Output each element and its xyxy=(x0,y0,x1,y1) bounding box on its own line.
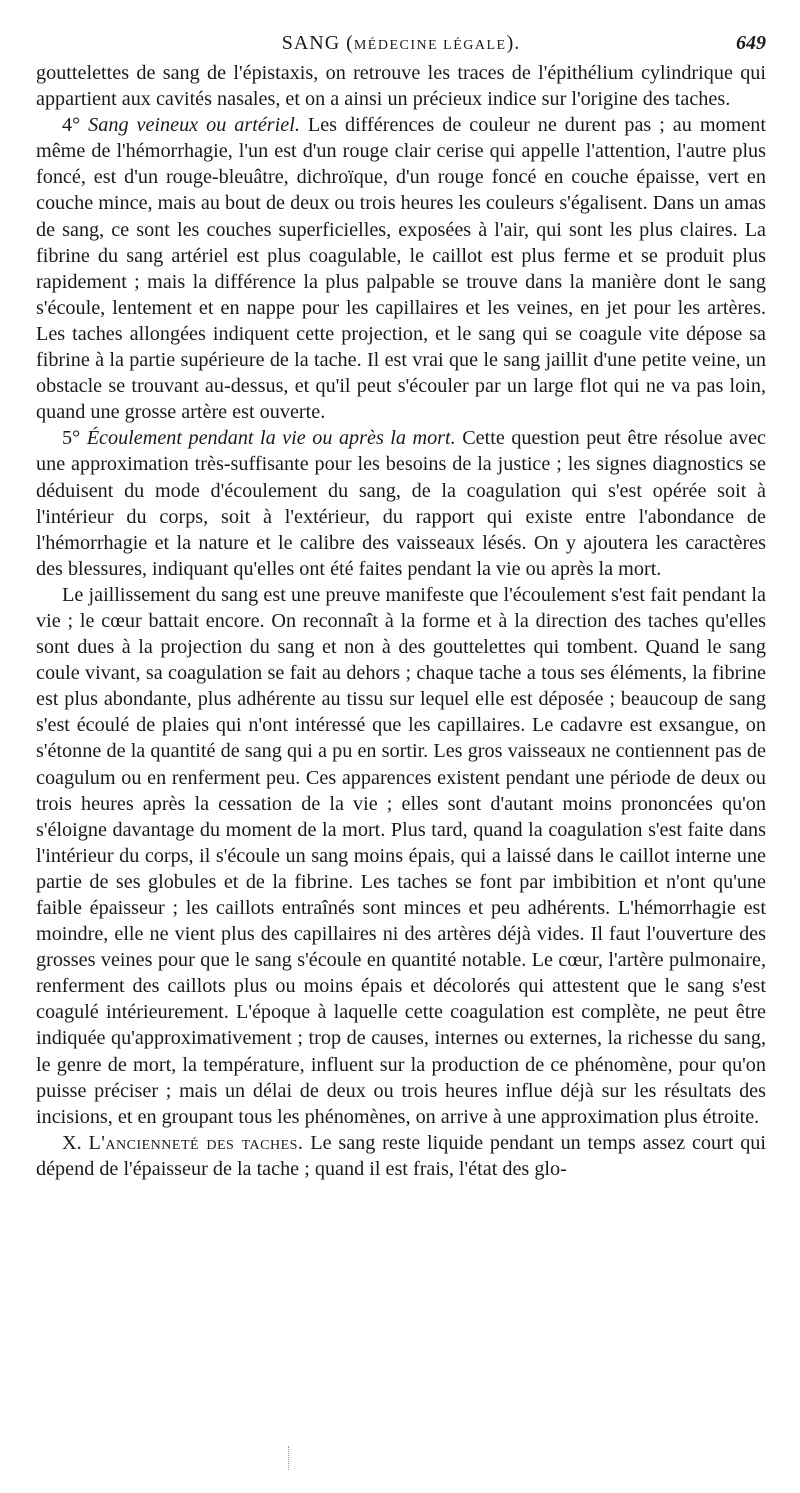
section-number: X. xyxy=(62,1131,82,1154)
page-header xyxy=(36,30,766,56)
paragraph-text: gouttelettes de sang de l'épistaxis, on retrouve les traces de l'épithélium cylindrique qui appartient aux cavités nasales, et on a ainsi un précieux indice sur l'origine des taches. xyxy=(36,62,766,111)
paragraph-flow-life-death xyxy=(36,425,766,582)
paragraph-text: Le jaillissement du sang est une preuve manifeste que l'écoulement s'est fait pendant la vie ; le cœur battait encore. On reconnaît à la forme et à la direction des taches qu'elles sont dues à la projection du sang et non à des gouttelettes qui tombent. Quand le sang coule vivant, sa coagulation se fait au dehors ; chaque tache a tous ses éléments, la fibrine est plus abondante, plus adhérente au tissu sur lequel elle est déposée ; beaucoup de sang s'est écoulé de plaies qui n'ont intéressé que les capillaires. Le cadavre est exsangue, on s'étonne de la quantité de sang qui a pu en sortir. Les gros vaisseaux ne contiennent pas de coagulum ou en renferment peu. Ces apparences existent pendant une période de deux ou trois heures après la cessation de la vie ; elles sont d'autant moins prononcées qu'on s'éloigne davantage du moment de la mort. Plus tard, quand la coagulation s'est faite dans l'intérieur du corps, il s'écoule un sang moins épais, qui a laissé dans le caillot interne une partie de ses globules et de la fibrine. Les taches se font par imbibition et n'ont qu'une faible épaisseur ; les caillots entraînés sont minces et peu adhérents. L'hémorrhagie est moindre, elle ne vient plus des capillaires ni des artères déjà vides. Il faut l'ouverture des grosses veines pour que le sang s'écoule en quantité notable. Le cœur, l'artère pulmonaire, renferment des caillots plus ou moins épais et décolorés qui attestent que le sang s'est coagulé intérieurement. L'époque à laquelle cette coagulation est complète, ne peut être indiquée qu'approximativement ; trop de causes, internes ou externes, la richesse du sang, le genre de mort, la température, influent sur la production de ce phénomène, pour qu'on puisse préciser ; mais un délai de deux ou trois heures influe déjà sur les résultats des incisions, et en groupant tous les phénomènes, on arrive à une approximation plus étroite. xyxy=(36,583,766,1128)
running-title-subtitle: MÉDECINE LÉGALE xyxy=(353,38,507,53)
running-title-paren-open: ( xyxy=(340,32,354,54)
paragraph-stain-age xyxy=(36,1130,766,1182)
paragraph-venous-arterial xyxy=(36,112,766,425)
section-number: 5° xyxy=(62,427,81,450)
running-title xyxy=(36,30,766,59)
running-title-paren-close: ). xyxy=(506,32,521,54)
paragraph-text: Les différences de couleur ne durent pas ; au moment même de l'hémorrhagie, l'un est d'un rouge clair cerise qui appelle l'attention, l'autre plus foncé, est d'un rouge-bleuâtre, dichroïque, d'un rouge foncé en couche épaisse, vert en couche mince, mais au bout de deux ou trois heures les couleurs s'égalisent. Dans un amas de sang, ce sont les couches superficielles, exposées à l'air, qui sont les plus claires. La fibrine du sang artériel est plus coagulable, le caillot est plus ferme et se produit plus rapidement ; mais la différence la plus palpable se trouve dans la manière dont le sang s'écoule, lentement et en nappe pour les capillaires et les veines, en jet pour les artères. Les taches allongées indiquent cette projection, et le sang qui se coagule vite dépose sa fibrine à la partie supérieure de la tache. Il est vrai que le sang jaillit d'une petite veine, un obstacle se trouvant au-dessus, et qu'il peut s'écouler par un large flot qui ne va pas loin, quand une grosse artère est ouverte. xyxy=(36,114,766,424)
paragraph-text: Cette question peut être résolue avec une approximation très-suffisante pour les besoins de la justice ; les signes diagnostics se déduisent du mode d'écoulement du sang, de la coagulation qui s'est opérée soit à l'intérieur du corps, soit à l'extérieur, du rapport qui existe entre l'abondance de l'hémorrhagie et la nature et le calibre des vaisseaux lésés. On y ajoutera les caractères des blessures, indiquant qu'elles ont été faites pendant la vie ou après la mort. xyxy=(36,427,767,580)
paragraph-spurting xyxy=(36,582,766,1130)
body-text xyxy=(36,60,766,1182)
paragraph-text: Le sang reste liquide pendant un temps assez court qui dépend de l'épaisseur de la tache ; quand il est frais, l'état des glo- xyxy=(36,1131,767,1180)
page-number: 649 xyxy=(736,32,766,54)
section-number: 4° xyxy=(62,114,81,137)
section-heading: Écoulement pendant la vie ou après la mort. xyxy=(86,427,456,450)
section-heading: Sang veineux ou artériel. xyxy=(88,114,300,137)
running-title-main: SANG xyxy=(281,32,341,54)
bottom-margin-mark xyxy=(288,1446,292,1470)
section-heading: L'ancienneté des taches. xyxy=(88,1131,304,1154)
paragraph-continuation xyxy=(36,60,766,112)
